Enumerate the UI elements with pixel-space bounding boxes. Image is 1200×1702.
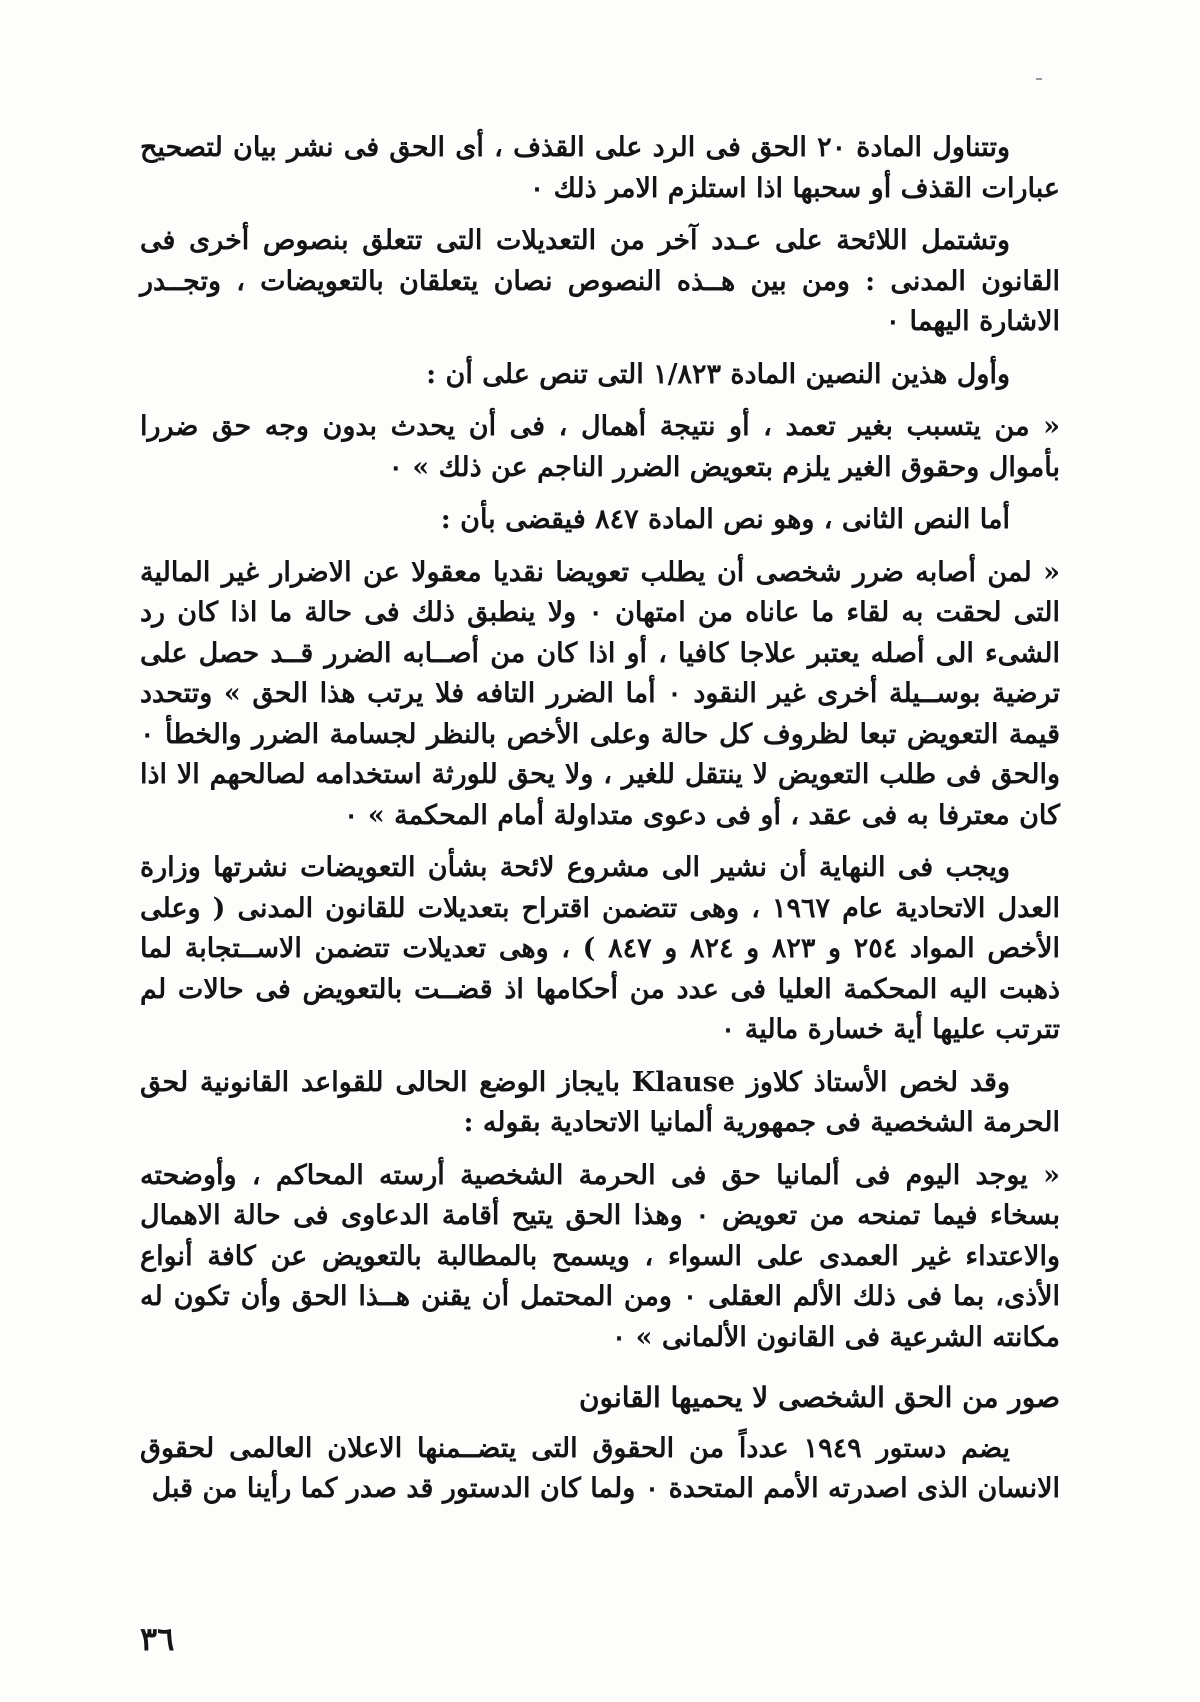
paragraph-article-20: وتتناول المادة ٢٠ الحق فى الرد على القذف ، أى الحق فى نشر بيان لتصحيح عبارات القذف أو سحبها اذا استلزم الامر ذلك ٠: [140, 132, 1060, 204]
paragraph-draft-regulation: ويجب فى النهاية أن نشير الى مشروع لائحة بشأن التعويضات نشرتها وزارة العدل الاتحادية عام ١٩٦٧ ، وهى تتضمن اقتراح بتعديلات للقانون المدنى ( وعلى الأخص المواد ٢٥٤ و ٨٢٣ و ٨٢٤ و ٨٤٧ ) ، وهى تعديلات تتضمن الاســتجابة لما ذهبت اليه المحكمة العليا فى عدد من أحكامها اذ قضــت بالتعويض فى حالات لم تترتب عليها أية خسارة مالية ٠: [140, 852, 1061, 1045]
paragraph-regulation-amendments: وتشتمل اللائحة على عـدد آخر من التعديلات التى تتعلق بنصوص أخرى فى القانون المدنى : ومن بين هــذه النصوص نصان يتعلقان بالتعويضات ، وتجــدر الاشارة اليهما ٠: [140, 225, 1060, 337]
paragraph-klause-summary: وقد لخص الأستاذ كلاوز Klause بايجاز الوضع الحالى للقواعد القانونية لحق الحرمة الشخصية فى جمهورية ألمانيا الاتحادية بقوله :: [140, 1066, 1060, 1138]
quote-article-823: « من يتسبب بغير تعمد ، أو نتيجة أهمال ، فى أن يحدث بدون وجه حق ضررا بأموال وحقوق الغير يلزم بتعويض الضرر الناجم عن ذلك » ٠: [140, 411, 1060, 483]
quote-klause: « يوجد اليوم فى ألمانيا حق فى الحرمة الشخصية أرسته المحاكم ، وأوضحته بسخاء فيما تمنحه من تعويض ٠ وهذا الحق يتيح أقامة الدعاوى فى حالة الاهمال والاعتداء غير العمدى على السواء ، ويسمح بالمطالبة بالتعويض عن كافة أنواع الأذى، بما فى ذلك الألم العقلى ٠ ومن المحتمل أن يقنن هــذا الحق وأن تكون له مكانته الشرعية فى القانون الألمانى » ٠: [140, 1159, 1060, 1353]
body-text: [140, 128, 1060, 1522]
section-heading: صور من الحق الشخصى لا يحميها القانون: [578, 1381, 1060, 1414]
paragraph-first-text-intro: وأول هذين النصين المادة ١/٨٢٣ التى تنص على أن :: [426, 358, 1010, 390]
paragraph-second-text-intro: أما النص الثانى ، وهو نص المادة ٨٤٧ فيقضى بأن :: [440, 504, 1010, 535]
paragraph-constitution-1949: يضم دستور ١٩٤٩ عدداً من الحقوق التى يتضــمنها الاعلان العالمى لحقوق الانسان الذى اصدرته الأمم المتحدة ٠ ولما كان الدستور قد صدر كما رأينا من قبل: [140, 1432, 1060, 1504]
scan-artifact-mark: [1036, 78, 1042, 80]
page-number: ٣٦: [140, 1620, 175, 1658]
quote-article-847: « لمن أصابه ضرر شخصى أن يطلب تعويضا نقديا معقولا عن الاضرار غير المالية التى لحقت به لقاء ما عاناه من امتهان ٠ ولا ينطبق ذلك فى حالة ما اذا كان رد الشىء الى أصله يعتبر علاجا كافيا ، أو اذا كان من أصــابه الضرر قــد حصل على ترضية بوســيلة أخرى غير النقود ٠ أما الضرر التافه فلا يرتب هذا الحق » وتتحدد قيمة التعويض تبعا لظروف كل حالة وعلى الأخص بالنظر لجسامة الضرر والخطأ ٠ والحق فى طلب التعويض لا ينتقل للغير ، ولا يحق للورثة استخدامه لصالحهم الا اذا كان معترفا به فى عقد ، أو فى دعوى متداولة أمام المحكمة » ٠: [140, 556, 1061, 831]
